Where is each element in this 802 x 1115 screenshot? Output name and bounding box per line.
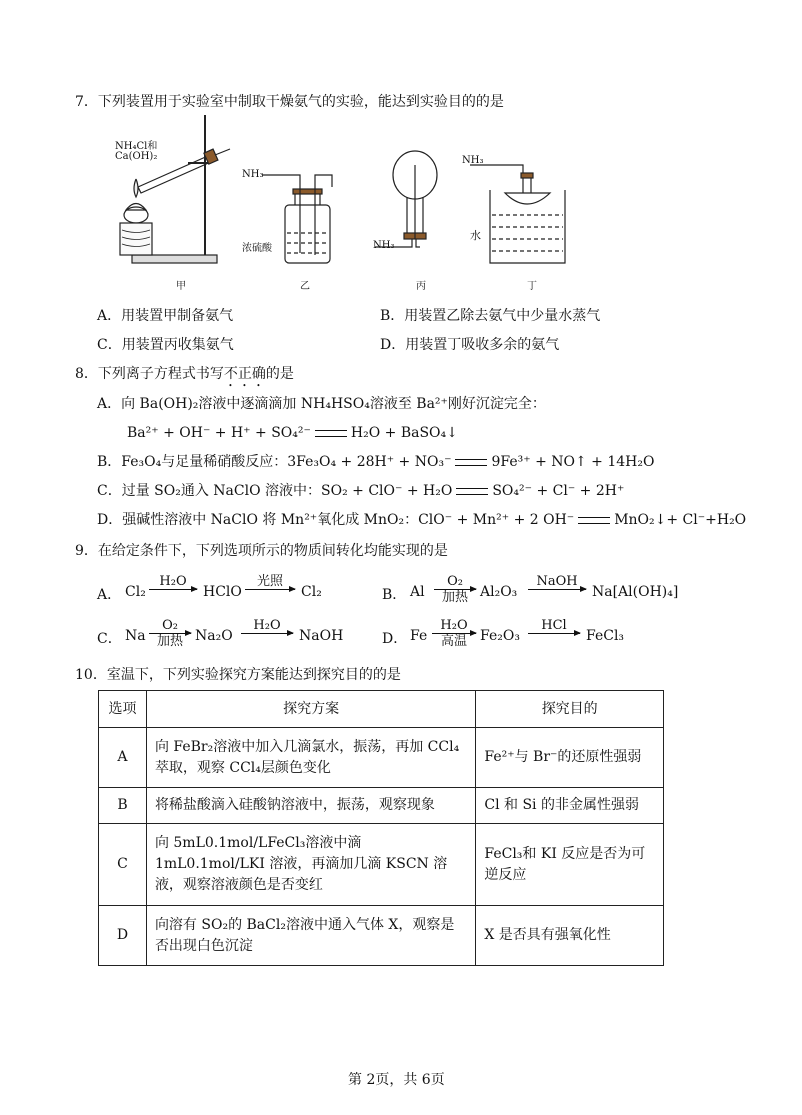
q7-option-c: C．用装置丙收集氨气 — [97, 337, 234, 353]
q7-option-d: D．用装置丁吸收多余的氨气 — [380, 337, 560, 353]
table-row — [99, 906, 664, 966]
species: Na[Al(OH)₄] — [592, 584, 679, 600]
reagent-label-1: NH₄Cl和 — [115, 141, 158, 152]
species: Al₂O₃ — [480, 584, 518, 600]
equals-sign — [455, 459, 487, 466]
species: Cl₂ — [301, 584, 322, 600]
reaction-arrow — [432, 618, 476, 649]
condition: 高温 — [440, 634, 467, 649]
option-label: C． — [97, 631, 122, 647]
option-label: D． — [382, 631, 408, 647]
nh3-label-d: NH₃ — [462, 155, 484, 166]
nh3-label-b: NH₃ — [242, 169, 264, 180]
condition: NaOH — [536, 574, 578, 589]
q8-d-rhs: MnO₂↓+ Cl⁻+H₂O — [614, 512, 747, 528]
q8-a-lhs: Ba²⁺ + OH⁻ + H⁺ + SO₄²⁻ — [127, 425, 311, 441]
q8-stem-emphasis: 不正确 — [223, 366, 266, 382]
caption-d: 丁 — [527, 281, 537, 292]
q10-stem: 10．室温下，下列实验探究方案能达到探究目的的是 — [75, 667, 401, 683]
q8-a-rhs: H₂O + BaSO₄↓ — [350, 425, 458, 441]
species: Na — [125, 628, 146, 644]
condition: O₂ — [447, 574, 463, 589]
reaction-arrow — [528, 574, 586, 590]
apparatus-drawing — [110, 115, 670, 275]
q7-stem: 7．下列装置用于实验室中制取干燥氨气的实验，能达到实验目的的是 — [75, 94, 504, 110]
species: Na₂O — [195, 628, 233, 644]
q8-stem — [75, 365, 294, 390]
q8-stem-post: 的是 — [265, 366, 294, 382]
row-option: B — [99, 788, 147, 824]
reagent-label-2: Ca(OH)₂ — [115, 151, 158, 162]
page-footer: 第 2页，共 6页 — [348, 1072, 445, 1088]
table-header-row — [99, 691, 664, 728]
row-goal: FeCl₃和 KI 反应是否为可逆反应 — [476, 824, 664, 906]
reaction-arrow — [528, 618, 580, 634]
q8-option-d — [97, 511, 746, 529]
species: FeCl₃ — [586, 628, 625, 644]
acid-label: 浓硫酸 — [242, 243, 272, 254]
species: Al — [410, 584, 425, 600]
reaction-arrow — [241, 618, 293, 634]
header-plan: 探究方案 — [146, 691, 475, 728]
q7-apparatus-figure — [110, 115, 670, 290]
option-label: A． — [97, 587, 122, 603]
caption-c: 丙 — [416, 281, 426, 292]
experiment-table — [98, 690, 664, 966]
q7-option-a: A．用装置甲制备氨气 — [97, 308, 234, 324]
equals-sign — [578, 517, 610, 524]
header-goal: 探究目的 — [476, 691, 664, 728]
q8-b-rhs: 9Fe³⁺ + NO↑ + 14H₂O — [491, 454, 655, 470]
table-row — [99, 824, 664, 906]
q9-option-a — [97, 572, 387, 612]
caption-a: 甲 — [176, 281, 186, 292]
nh3-label-c: NH₃ — [373, 240, 395, 251]
condition: H₂O — [440, 618, 468, 633]
reaction-arrow — [149, 574, 197, 590]
equals-sign — [456, 488, 488, 495]
q9-option-c — [97, 616, 387, 656]
q9-option-d — [382, 616, 692, 656]
row-option: A — [99, 728, 147, 788]
table-row — [99, 728, 664, 788]
q9-option-b — [382, 572, 692, 612]
condition: 加热 — [441, 590, 468, 605]
condition: O₂ — [162, 618, 178, 633]
q8-option-b — [97, 453, 654, 471]
caption-b: 乙 — [300, 281, 310, 292]
option-label: B． — [382, 587, 407, 603]
q8-option-a-equation — [127, 424, 458, 442]
species: Cl₂ — [125, 584, 146, 600]
condition: H₂O — [253, 618, 281, 633]
row-goal: Fe²⁺与 Br⁻的还原性强弱 — [476, 728, 664, 788]
condition: 光照 — [256, 574, 283, 589]
q8-b-lhs: B．Fe₃O₄与足量稀硝酸反应：3Fe₃O₄ + 28H⁺ + NO₃⁻ — [97, 454, 452, 470]
condition: 加热 — [156, 634, 183, 649]
q8-stem-pre: 8．下列离子方程式书写 — [75, 366, 224, 382]
row-goal: X 是否具有强氧化性 — [476, 906, 664, 966]
q9-stem: 9．在给定条件下，下列选项所示的物质间转化均能实现的是 — [75, 543, 448, 559]
equals-sign — [315, 430, 347, 437]
condition: H₂O — [159, 574, 187, 589]
header-option: 选项 — [99, 691, 147, 728]
condition: HCl — [541, 618, 567, 633]
row-option: D — [99, 906, 147, 966]
row-plan: 向 5mL0.1mol/LFeCl₃溶液中滴 1mL0.1mol/LKI 溶液，再滴加几滴 KSCN 溶液，观察溶液颜色是否变红 — [146, 824, 475, 906]
q8-option-c — [97, 482, 624, 500]
species: Fe — [410, 628, 428, 644]
species: HClO — [203, 584, 242, 600]
q8-option-a-line1: A．向 Ba(OH)₂溶液中逐滴滴加 NH₄HSO₄溶液至 Ba²⁺刚好沉淀完全： — [97, 396, 546, 412]
row-plan: 向溶有 SO₂的 BaCl₂溶液中通入气体 X，观察是否出现白色沉淀 — [146, 906, 475, 966]
table-row — [99, 788, 664, 824]
reaction-arrow — [149, 618, 191, 649]
row-option: C — [99, 824, 147, 906]
q7-option-b: B．用装置乙除去氨气中少量水蒸气 — [380, 308, 601, 324]
row-plan: 向 FeBr₂溶液中加入几滴氯水，振荡，再加 CCl₄萃取，观察 CCl₄层颜色变化 — [146, 728, 475, 788]
q8-c-rhs: SO₄²⁻ + Cl⁻ + 2H⁺ — [492, 483, 625, 499]
q8-d-lhs: D．强碱性溶液中 NaClO 将 Mn²⁺氧化成 MnO₂：ClO⁻ + Mn²⁺ + 2 OH⁻ — [97, 512, 575, 528]
water-label: 水 — [470, 229, 481, 242]
row-goal: Cl 和 Si 的非金属性强弱 — [476, 788, 664, 824]
species: NaOH — [299, 628, 344, 644]
species: Fe₂O₃ — [480, 628, 520, 644]
q8-c-lhs: C．过量 SO₂通入 NaClO 溶液中：SO₂ + ClO⁻ + H₂O — [97, 483, 453, 499]
row-plan: 将稀盐酸滴入硅酸钠溶液中，振荡，观察现象 — [146, 788, 475, 824]
reaction-arrow — [245, 574, 295, 590]
reaction-arrow — [434, 574, 476, 605]
